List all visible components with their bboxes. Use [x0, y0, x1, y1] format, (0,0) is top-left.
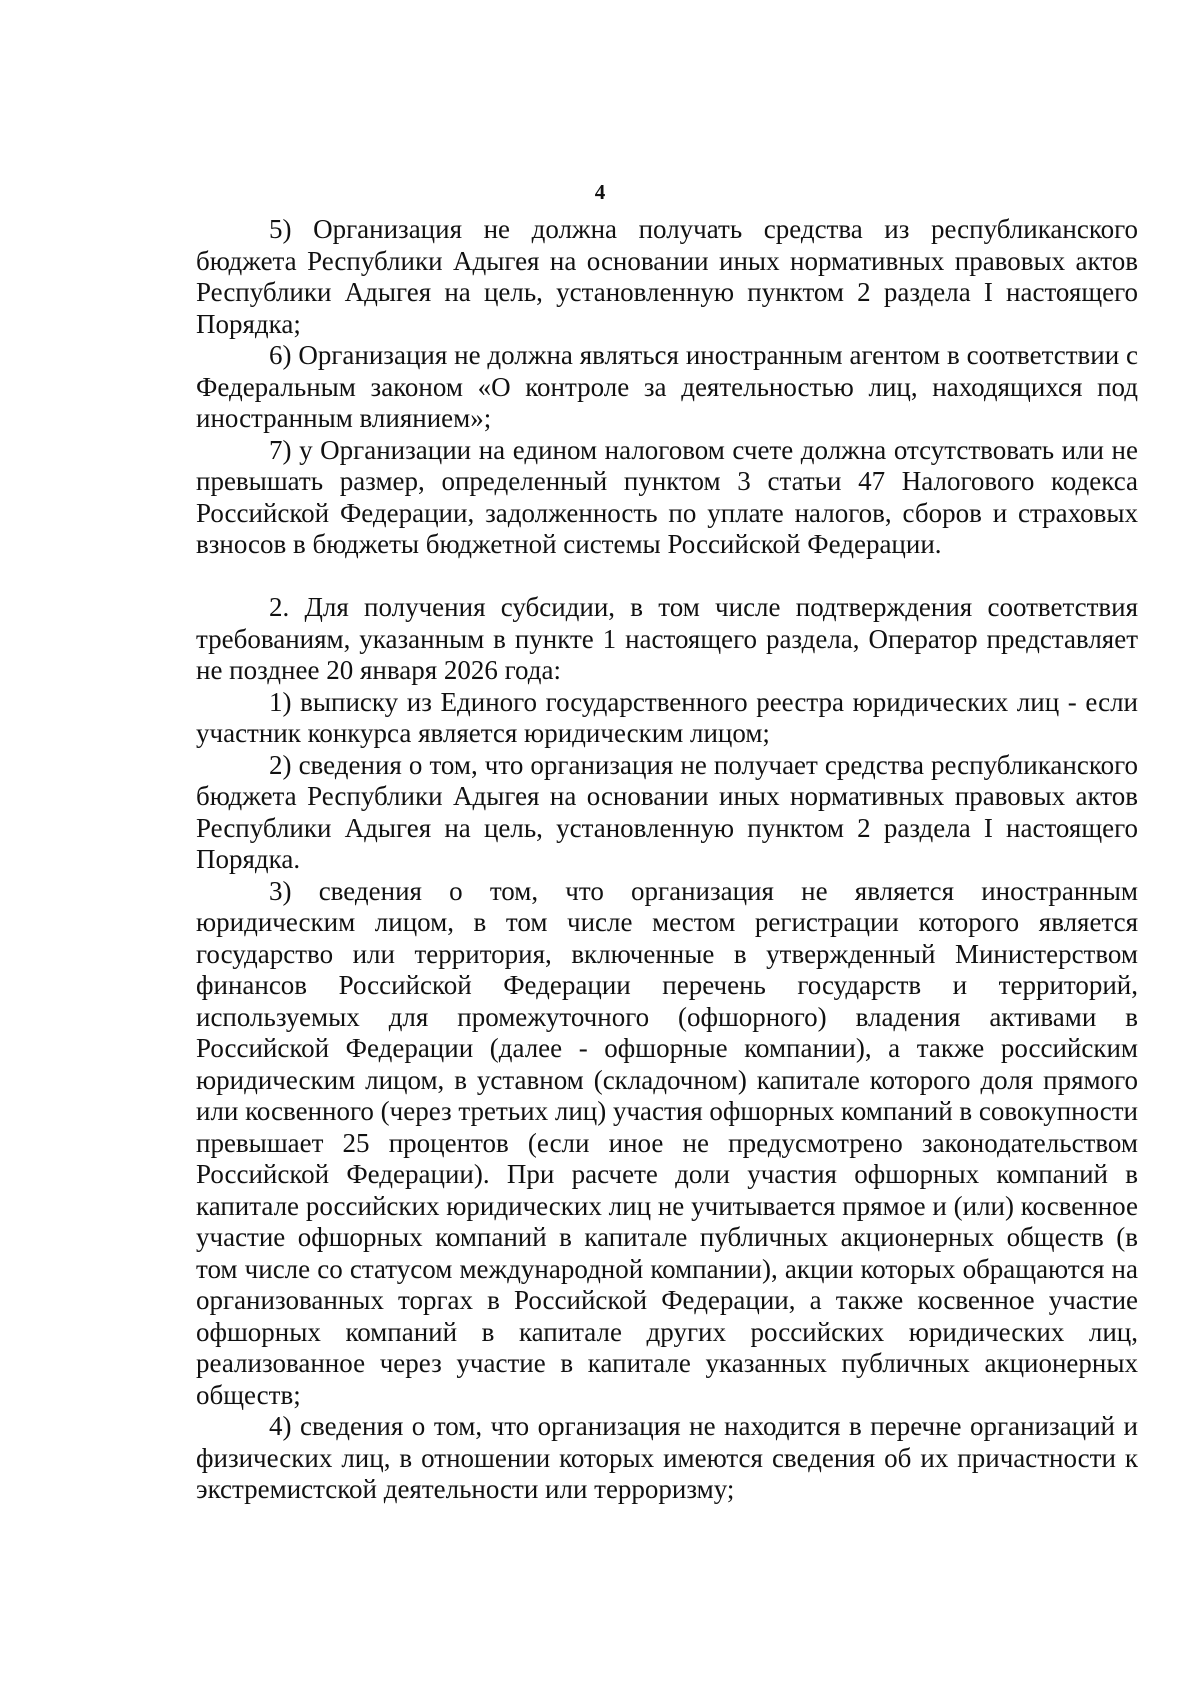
paragraph-spacer	[196, 561, 1138, 593]
document-body	[196, 214, 1138, 1506]
paragraph-item-5: 5) Организация не должна получать средства из республиканского бюджета Республики Адыгея на основании иных нормативных правовых актов Республики Адыгея на цель, установленную пунктом 2 раздела I настоящего Порядка;	[196, 214, 1138, 339]
paragraph-subitem-2: 2) сведения о том, что организация не получает средства республиканского бюджета Республики Адыгея на основании иных нормативных правовых актов Республики Адыгея на цель, установленную пунктом 2 раздела I настоящего Порядка.	[196, 749, 1138, 874]
paragraph-subitem-3: 3) сведения о том, что организация не является иностранным юридическим лицом, в том числе местом регистрации которого является государство или территория, включенные в утвержденный Министерством финансов Российской Федерации перечень государств и территорий, используемых для промежуточного (офшорного) владения активами в Российской Федерации (далее - офшорные компании), а также российским юридическим лицом, в уставном (складочном) капитале которого доля прямого или косвенного (через третьих лиц) участия офшорных компаний в совокупности превышает 25 процентов (если иное не предусмотрено законодательством Российской Федерации). При расчете доли участия офшорных компаний в капитале российских юридических лиц не учитывается прямое и (или) косвенное участие офшорных компаний в капитале публичных акционерных обществ (в том числе со статусом международной компании), акции которых обращаются на организованных торгах в Российской Федерации, а также косвенное участие офшорных компаний в капитале других российских юридических лиц, реализованное через участие в капитале указанных публичных акционерных обществ;	[196, 875, 1138, 1410]
paragraph-item-6: 6) Организация не должна являться иностранным агентом в соответствии с Федеральным законом «О контроле за деятельностью лиц, находящихся под иностранным влиянием»;	[196, 340, 1138, 433]
page-number: 4	[594, 180, 606, 204]
paragraph-subitem-1: 1) выписку из Единого государственного реестра юридических лиц - если участник конкурса является юридическим лицом;	[196, 686, 1138, 748]
paragraph-section-2: 2. Для получения субсидии, в том числе подтверждения соответствия требованиям, указанным в пункте 1 настоящего раздела, Оператор представляет не позднее 20 января 2026 года:	[196, 592, 1138, 685]
paragraph-subitem-4: 4) сведения о том, что организация не находится в перечне организаций и физических лиц, в отношении которых имеются сведения об их причастности к экстремистской деятельности или терроризму;	[196, 1411, 1138, 1504]
paragraph-item-7: 7) у Организации на едином налоговом счете должна отсутствовать или не превышать размер, определенный пунктом 3 статьи 47 Налогового кодекса Российской Федерации, задолженность по уплате налогов, сборов и страховых взносов в бюджеты бюджетной системы Российской Федерации.	[196, 434, 1138, 559]
